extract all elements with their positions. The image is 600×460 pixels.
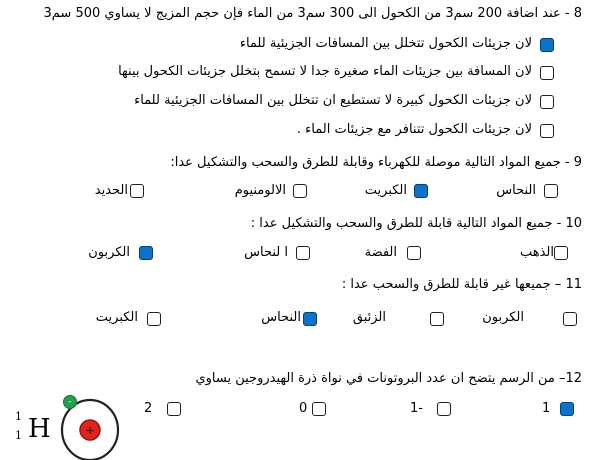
q12-option-3-label: 0: [299, 401, 308, 416]
q10-option-3-checkbox[interactable]: [296, 246, 310, 260]
q11-option-1-checkbox[interactable]: [563, 312, 577, 326]
hydrogen-atom-diagram: [54, 392, 124, 460]
q9-option-3-label: الالومنيوم: [234, 183, 286, 198]
q12-option-4-label: 2: [144, 401, 153, 416]
q9-option-4-label: الحديد: [94, 183, 128, 198]
q8-option-4-checkbox[interactable]: [540, 124, 554, 138]
q8-option-1-checkbox[interactable]: [540, 38, 554, 52]
nucleus-sign: +: [85, 424, 95, 437]
q10-option-1-checkbox[interactable]: [554, 246, 568, 260]
question-12-stem: 12– من الرسم يتضح ان عدد البروتونات في نواة ذرة الهيدروجين يساوي: [195, 371, 582, 386]
element-symbol: H: [28, 414, 51, 444]
q11-option-4-label: الكبريت: [95, 310, 138, 325]
q12-option-1-label: 1: [542, 401, 551, 416]
q12-option-2-checkbox[interactable]: [437, 402, 451, 416]
question-10-stem: 10 - جميع المواد التالية قابلة للطرق والسحب والتشكيل عدا :: [250, 216, 582, 231]
q10-option-2-checkbox[interactable]: [407, 246, 421, 260]
q10-option-1-label: الذهب: [519, 245, 554, 260]
q12-option-1-checkbox[interactable]: [560, 402, 574, 416]
q11-option-3-label: النحاس: [261, 310, 301, 325]
q9-option-1-label: النحاس: [496, 183, 536, 198]
question-9-stem: 9 - جميع المواد التالية موصلة للكهرباء وقابلة للطرق والسحب والتشكيل عدا:: [170, 155, 582, 170]
q11-option-3-checkbox[interactable]: [303, 312, 317, 326]
q9-option-4-checkbox[interactable]: [130, 184, 144, 198]
q12-option-2-label: -1: [410, 401, 423, 416]
q8-option-2-label: لان المسافة بين جزيئات الماء صغيرة جدا لا تسمح بتخلل جزيئات الكحول بينها: [118, 64, 532, 79]
electron-sign: -: [68, 397, 72, 407]
q11-option-4-checkbox[interactable]: [147, 312, 161, 326]
question-8-stem: 8 - عند اضافة 200 سم3 من الكحول الى 300 سم3 من الماء فإن حجم المزيج لا يساوي 500 سم3: [43, 6, 582, 21]
q10-option-2-label: الفضة: [364, 245, 397, 260]
q8-option-1-label: لان جزيئات الكحول تتخلل بين المسافات الجزيئية للماء: [239, 36, 532, 51]
q8-option-3-label: لان جزيئات الكحول كبيرة لا تستطيع ان تتخلل بين المسافات الجزيئية للماء: [134, 93, 532, 108]
q10-option-4-label: الكربون: [88, 245, 130, 260]
q8-option-2-checkbox[interactable]: [540, 66, 554, 80]
q9-option-3-checkbox[interactable]: [293, 184, 307, 198]
q11-option-1-label: الكربون: [482, 310, 524, 325]
q8-option-3-checkbox[interactable]: [540, 95, 554, 109]
q10-option-4-checkbox[interactable]: [139, 246, 153, 260]
q9-option-2-label: الكبريت: [364, 183, 407, 198]
q11-option-2-label: الزئبق: [352, 310, 386, 325]
question-11-stem: 11 – جميعها غير قابلة للطرق والسحب عدا :: [341, 277, 582, 292]
q9-option-2-checkbox[interactable]: [414, 184, 428, 198]
mass-number: 1: [15, 410, 22, 423]
q10-option-3-label: ا لنحاس: [244, 245, 288, 260]
atomic-number: 1: [15, 429, 22, 442]
q8-option-4-label: لان جزيئات الكحول تتنافر مع جزيئات الماء .: [296, 122, 532, 137]
q12-option-3-checkbox[interactable]: [312, 402, 326, 416]
q12-option-4-checkbox[interactable]: [167, 402, 181, 416]
q9-option-1-checkbox[interactable]: [544, 184, 558, 198]
q11-option-2-checkbox[interactable]: [430, 312, 444, 326]
